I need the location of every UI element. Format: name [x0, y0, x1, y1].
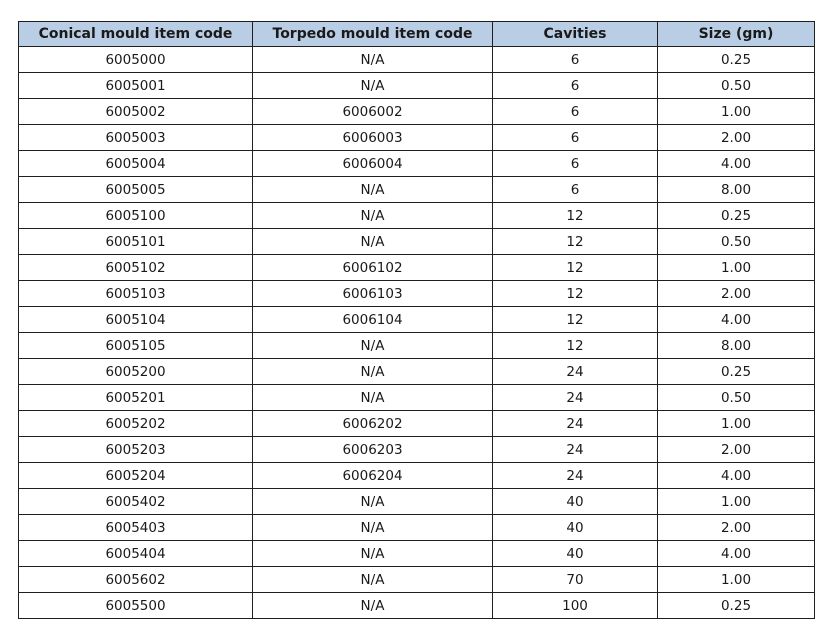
torpedo-code-cell: 6006104: [253, 307, 493, 333]
header-cavities: Cavities: [493, 22, 658, 47]
conical-code-cell: 6005104: [19, 307, 253, 333]
torpedo-code-cell: N/A: [253, 47, 493, 73]
conical-code-cell: 6005103: [19, 281, 253, 307]
torpedo-code-cell: N/A: [253, 73, 493, 99]
torpedo-code-cell: N/A: [253, 333, 493, 359]
conical-code-cell: 6005201: [19, 385, 253, 411]
header-size-gm: Size (gm): [658, 22, 815, 47]
torpedo-code-cell: N/A: [253, 177, 493, 203]
table-row: [19, 437, 815, 463]
table-row: [19, 281, 815, 307]
cavities-cell: 6: [493, 151, 658, 177]
size-cell: 4.00: [658, 151, 815, 177]
cavities-cell: 24: [493, 437, 658, 463]
cavities-cell: 12: [493, 229, 658, 255]
torpedo-code-cell: 6006203: [253, 437, 493, 463]
table-row: [19, 255, 815, 281]
torpedo-code-cell: 6006202: [253, 411, 493, 437]
torpedo-code-cell: 6006102: [253, 255, 493, 281]
size-cell: 8.00: [658, 177, 815, 203]
cavities-cell: 12: [493, 333, 658, 359]
table-row: [19, 151, 815, 177]
size-cell: 0.50: [658, 73, 815, 99]
table-row: [19, 567, 815, 593]
table-header-row: [19, 22, 815, 47]
conical-code-cell: 6005200: [19, 359, 253, 385]
conical-code-cell: 6005402: [19, 489, 253, 515]
conical-code-cell: 6005003: [19, 125, 253, 151]
size-cell: 1.00: [658, 489, 815, 515]
cavities-cell: 6: [493, 99, 658, 125]
conical-code-cell: 6005002: [19, 99, 253, 125]
cavities-cell: 24: [493, 411, 658, 437]
table-row: [19, 177, 815, 203]
cavities-cell: 12: [493, 255, 658, 281]
table-row: [19, 203, 815, 229]
cavities-cell: 70: [493, 567, 658, 593]
mould-table-container: [18, 21, 814, 619]
torpedo-code-cell: 6006002: [253, 99, 493, 125]
size-cell: 0.25: [658, 593, 815, 619]
size-cell: 1.00: [658, 255, 815, 281]
conical-code-cell: 6005100: [19, 203, 253, 229]
table-row: [19, 489, 815, 515]
torpedo-code-cell: N/A: [253, 541, 493, 567]
cavities-cell: 6: [493, 73, 658, 99]
mould-item-table: [18, 21, 815, 619]
size-cell: 2.00: [658, 437, 815, 463]
cavities-cell: 6: [493, 47, 658, 73]
torpedo-code-cell: N/A: [253, 593, 493, 619]
cavities-cell: 100: [493, 593, 658, 619]
table-row: [19, 359, 815, 385]
conical-code-cell: 6005004: [19, 151, 253, 177]
table-row: [19, 229, 815, 255]
header-conical-mould-item-code: Conical mould item code: [19, 22, 253, 47]
conical-code-cell: 6005005: [19, 177, 253, 203]
size-cell: 8.00: [658, 333, 815, 359]
cavities-cell: 6: [493, 177, 658, 203]
table-row: [19, 411, 815, 437]
cavities-cell: 12: [493, 203, 658, 229]
cavities-cell: 12: [493, 307, 658, 333]
conical-code-cell: 6005602: [19, 567, 253, 593]
table-row: [19, 99, 815, 125]
table-row: [19, 47, 815, 73]
cavities-cell: 24: [493, 385, 658, 411]
header-torpedo-mould-item-code: Torpedo mould item code: [253, 22, 493, 47]
size-cell: 0.50: [658, 385, 815, 411]
conical-code-cell: 6005203: [19, 437, 253, 463]
size-cell: 4.00: [658, 307, 815, 333]
size-cell: 0.50: [658, 229, 815, 255]
table-row: [19, 593, 815, 619]
cavities-cell: 40: [493, 515, 658, 541]
conical-code-cell: 6005001: [19, 73, 253, 99]
size-cell: 0.25: [658, 359, 815, 385]
torpedo-code-cell: N/A: [253, 385, 493, 411]
conical-code-cell: 6005404: [19, 541, 253, 567]
torpedo-code-cell: 6006204: [253, 463, 493, 489]
size-cell: 2.00: [658, 281, 815, 307]
cavities-cell: 24: [493, 463, 658, 489]
size-cell: 4.00: [658, 541, 815, 567]
size-cell: 0.25: [658, 47, 815, 73]
conical-code-cell: 6005000: [19, 47, 253, 73]
cavities-cell: 24: [493, 359, 658, 385]
torpedo-code-cell: 6006004: [253, 151, 493, 177]
torpedo-code-cell: N/A: [253, 203, 493, 229]
cavities-cell: 6: [493, 125, 658, 151]
table-row: [19, 73, 815, 99]
size-cell: 4.00: [658, 463, 815, 489]
size-cell: 0.25: [658, 203, 815, 229]
torpedo-code-cell: N/A: [253, 567, 493, 593]
conical-code-cell: 6005102: [19, 255, 253, 281]
table-row: [19, 125, 815, 151]
table-body: [19, 47, 815, 619]
conical-code-cell: 6005101: [19, 229, 253, 255]
table-row: [19, 307, 815, 333]
table-row: [19, 333, 815, 359]
size-cell: 1.00: [658, 99, 815, 125]
torpedo-code-cell: N/A: [253, 489, 493, 515]
size-cell: 1.00: [658, 567, 815, 593]
conical-code-cell: 6005105: [19, 333, 253, 359]
torpedo-code-cell: N/A: [253, 515, 493, 541]
cavities-cell: 40: [493, 541, 658, 567]
conical-code-cell: 6005500: [19, 593, 253, 619]
table-row: [19, 541, 815, 567]
conical-code-cell: 6005403: [19, 515, 253, 541]
torpedo-code-cell: N/A: [253, 229, 493, 255]
size-cell: 1.00: [658, 411, 815, 437]
table-row: [19, 385, 815, 411]
cavities-cell: 40: [493, 489, 658, 515]
cavities-cell: 12: [493, 281, 658, 307]
torpedo-code-cell: 6006003: [253, 125, 493, 151]
conical-code-cell: 6005202: [19, 411, 253, 437]
torpedo-code-cell: 6006103: [253, 281, 493, 307]
table-row: [19, 515, 815, 541]
conical-code-cell: 6005204: [19, 463, 253, 489]
torpedo-code-cell: N/A: [253, 359, 493, 385]
size-cell: 2.00: [658, 515, 815, 541]
table-row: [19, 463, 815, 489]
size-cell: 2.00: [658, 125, 815, 151]
